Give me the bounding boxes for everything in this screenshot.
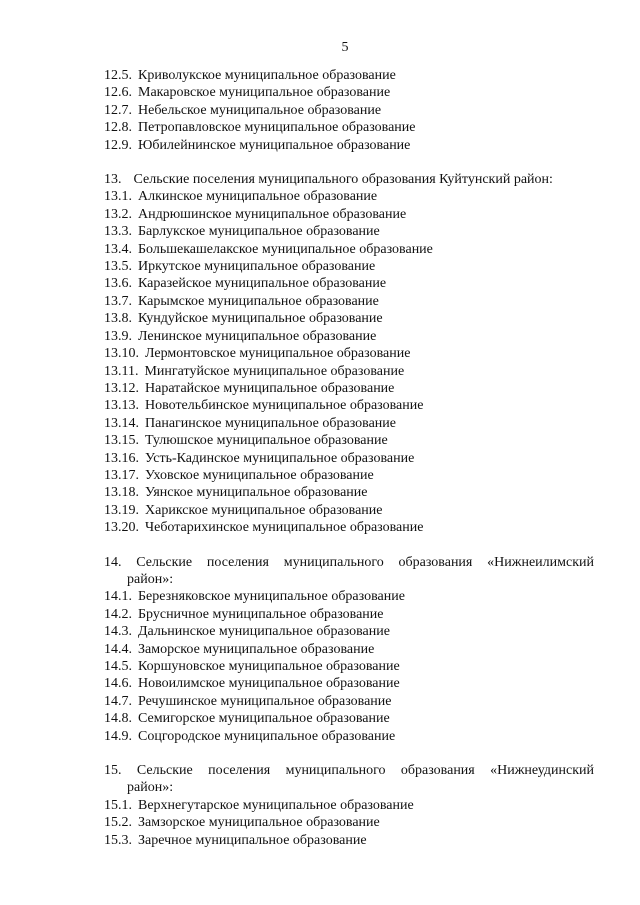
item-text: Дальнинское муниципальное образование [138, 624, 390, 640]
item-number: 14.2. [104, 606, 132, 622]
item-number: 12.7. [104, 102, 132, 118]
item-number: 14.6. [104, 676, 132, 692]
list-item [104, 102, 594, 119]
item-number: 15.3. [104, 832, 132, 848]
list-item [104, 345, 594, 362]
section-14-list [104, 588, 594, 745]
list-item [104, 310, 594, 327]
item-number: 13.9. [104, 328, 132, 344]
list-item [104, 258, 594, 275]
item-number: 13.20. [104, 520, 139, 536]
item-number: 13.5. [104, 259, 132, 275]
item-text: Иркутское муниципальное образование [138, 259, 376, 275]
list-item [104, 206, 594, 223]
list-item [104, 814, 594, 831]
list-item [104, 658, 594, 675]
item-text: Березняковское муниципальное образование [138, 589, 405, 605]
section-15-heading-continued: район»: [127, 780, 174, 796]
section-14-heading [104, 554, 594, 571]
list-item [104, 502, 594, 519]
item-text: Мингатуйское муниципальное образование [144, 363, 405, 379]
section-gap [104, 154, 594, 171]
heading-word: муниципального [283, 554, 384, 570]
item-number: 13.15. [104, 433, 139, 449]
list-item [104, 363, 594, 380]
list-item [104, 293, 594, 310]
section-15-number: 15. [104, 763, 122, 779]
list-item [104, 380, 594, 397]
item-text: Ленинское муниципальное образование [138, 328, 377, 344]
heading-word: образования [398, 554, 473, 570]
section-14-number: 14. [104, 554, 122, 570]
item-text: Речушинское муниципальное образование [138, 693, 392, 709]
section-14-heading-continued: район»: [127, 571, 174, 587]
item-number: 13.11. [104, 363, 139, 379]
item-number: 13.4. [104, 241, 132, 257]
item-number: 14.3. [104, 624, 132, 640]
item-text: Тулюшское муниципальное образование [145, 433, 388, 449]
item-text: Семигорское муниципальное образование [138, 711, 390, 727]
item-text: Криволукское муниципальное образование [138, 68, 396, 83]
item-text: Барлукское муниципальное образование [138, 224, 380, 240]
list-item [104, 450, 594, 467]
item-number: 13.17. [104, 467, 139, 483]
heading-word: Сельские [136, 554, 193, 570]
item-number: 13.19. [104, 502, 139, 518]
list-item [104, 728, 594, 745]
item-number: 13.18. [104, 485, 139, 501]
list-item [104, 275, 594, 292]
item-text: Соцгородское муниципальное образование [138, 728, 396, 744]
item-number: 13.8. [104, 311, 132, 327]
list-item [104, 623, 594, 640]
heading-word: поселения [208, 763, 271, 779]
section-13-heading [104, 171, 594, 188]
item-number: 13.12. [104, 380, 139, 396]
list-item [104, 693, 594, 710]
list-item [104, 67, 594, 84]
item-text: Лермонтовское муниципальное образование [145, 346, 411, 362]
item-number: 13.2. [104, 206, 132, 222]
list-item [104, 84, 594, 101]
item-number: 15.1. [104, 797, 132, 813]
item-number: 13.7. [104, 293, 132, 309]
list-item [104, 223, 594, 240]
item-number: 14.9. [104, 728, 132, 744]
item-number: 13.6. [104, 276, 132, 292]
item-text: Уянское муниципальное образование [145, 485, 368, 501]
item-number: 14.5. [104, 659, 132, 674]
heading-word: поселения [206, 554, 269, 570]
item-text: Усть-Кадинское муниципальное образование [145, 450, 415, 466]
item-text: Чеботарихинское муниципальное образование [145, 520, 424, 536]
list-item [104, 710, 594, 727]
item-text: Каразейское муниципальное образование [138, 276, 387, 292]
item-number: 12.6. [104, 85, 132, 101]
item-number: 12.8. [104, 120, 132, 136]
item-text: Алкинское муниципальное образование [138, 189, 378, 205]
section-13-heading-text: Сельские поселения муниципального образования Куйтунский район: [133, 172, 553, 188]
list-item [104, 519, 594, 536]
item-text: Верхнегутарское муниципальное образование [138, 797, 414, 813]
item-number: 14.1. [104, 589, 132, 605]
item-text: Наратайское муниципальное образование [145, 380, 395, 396]
item-text: Брусничное муниципальное образование [138, 606, 384, 622]
item-text: Кундуйское муниципальное образование [138, 311, 383, 327]
heading-word: «Нижнеудинский [490, 763, 594, 779]
heading-word: «Нижнеилимский [487, 554, 594, 570]
section-15-list [104, 797, 594, 849]
item-text: Юбилейнинское муниципальное образование [138, 137, 411, 153]
section-15-heading [104, 762, 594, 779]
document-body [104, 67, 594, 849]
page-number: 5 [341, 40, 349, 55]
list-item [104, 137, 594, 154]
heading-word: образования [400, 763, 475, 779]
heading-word: муниципального [285, 763, 386, 779]
list-item [104, 188, 594, 205]
item-number: 13.16. [104, 450, 139, 466]
list-item [104, 415, 594, 432]
item-text: Харикское муниципальное образование [145, 502, 383, 518]
item-text: Новоилимское муниципальное образование [138, 676, 400, 692]
list-item [104, 484, 594, 501]
item-number: 15.2. [104, 815, 132, 831]
list-item [104, 675, 594, 692]
item-text: Петропавловское муниципальное образование [138, 120, 416, 136]
list-item [104, 606, 594, 623]
list-item [104, 588, 594, 605]
item-text: Большекашелакское муниципальное образование [138, 241, 433, 257]
list-item [104, 397, 594, 414]
item-number: 12.5. [104, 68, 132, 83]
item-text: Коршуновское муниципальное образование [138, 659, 400, 674]
item-text: Карымское муниципальное образование [138, 293, 379, 309]
item-number: 13.10. [104, 346, 139, 362]
list-item [104, 641, 594, 658]
section-13-list [104, 188, 594, 536]
item-text: Заморское муниципальное образование [138, 641, 375, 657]
list-item [104, 328, 594, 345]
heading-word: Сельские [136, 763, 193, 779]
item-number: 13.3. [104, 224, 132, 240]
list-item [104, 467, 594, 484]
list-item [104, 832, 594, 849]
list-item [104, 241, 594, 258]
item-text: Замзорское муниципальное образование [138, 815, 380, 831]
item-text: Заречное муниципальное образование [138, 832, 367, 848]
list-item [104, 119, 594, 136]
item-text: Панагинское муниципальное образование [145, 415, 396, 431]
item-number: 13.1. [104, 189, 132, 205]
item-number: 12.9. [104, 137, 132, 153]
item-text: Уховское муниципальное образование [145, 467, 374, 483]
item-text: Новотельбинское муниципальное образование [145, 398, 424, 414]
item-text: Андрюшинское муниципальное образование [138, 206, 407, 222]
section-12-list [104, 67, 594, 154]
section-gap [104, 537, 594, 554]
item-number: 13.14. [104, 415, 139, 431]
item-number: 14.7. [104, 693, 132, 709]
list-item [104, 797, 594, 814]
section-13-number: 13. [104, 172, 122, 188]
list-item [104, 432, 594, 449]
item-text: Небельское муниципальное образование [138, 102, 382, 118]
item-number: 14.4. [104, 641, 132, 657]
item-number: 14.8. [104, 711, 132, 727]
item-number: 13.13. [104, 398, 139, 414]
item-text: Макаровское муниципальное образование [138, 85, 391, 101]
section-gap [104, 745, 594, 762]
